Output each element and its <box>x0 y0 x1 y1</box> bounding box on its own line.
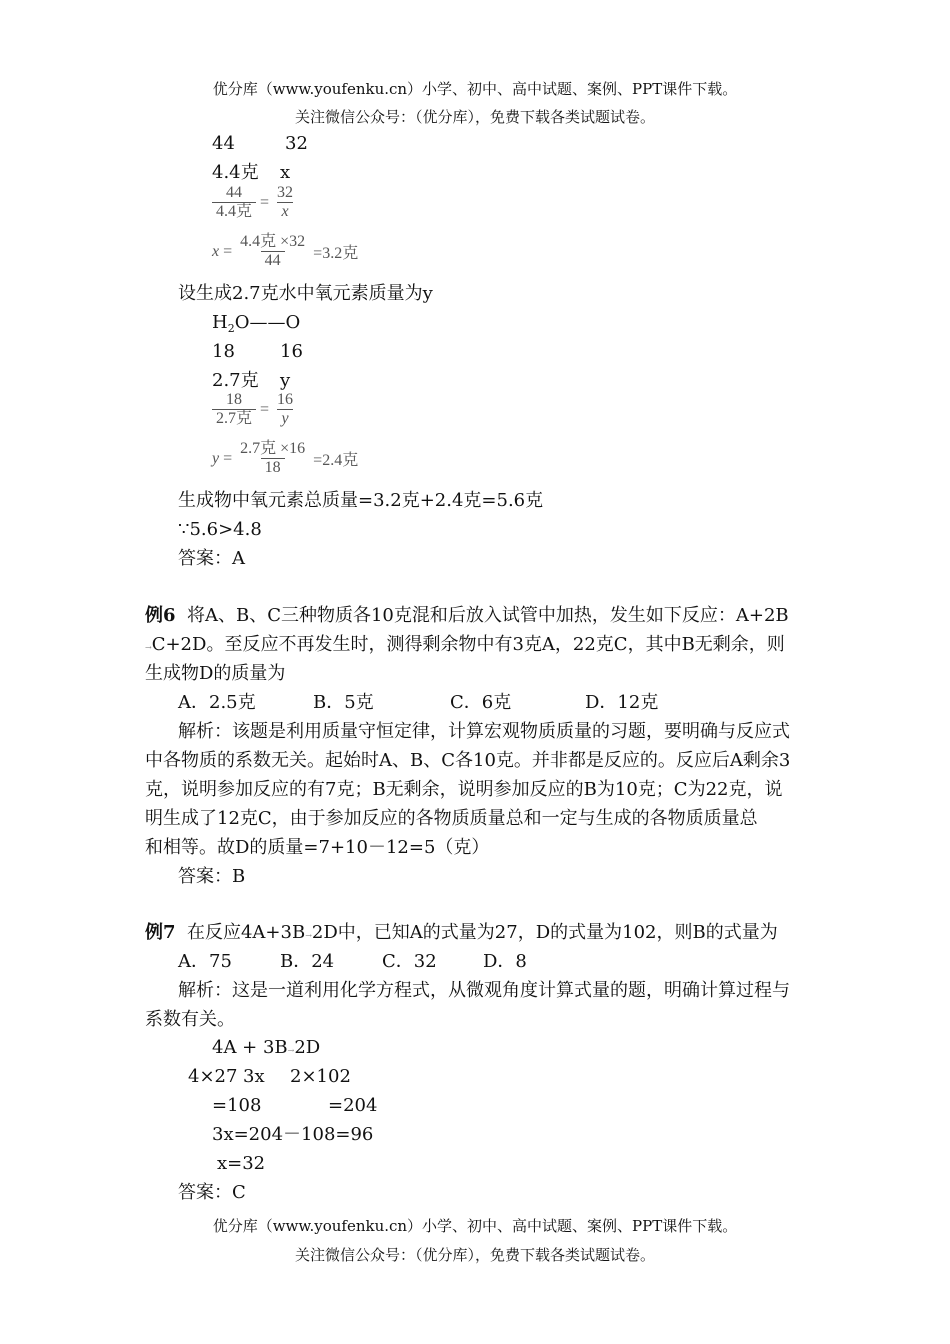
ratio-row-2-left: 4.4克 <box>212 162 259 183</box>
ratio-row-1-right: 32 <box>285 133 308 154</box>
example-6-analysis-line-5: 和相等。故D的质量=7+10－12=5（克） <box>145 837 490 858</box>
ratio-row-3-left: 18 <box>212 341 235 362</box>
proportion-fraction-2: 18 2.7克 = $\frac{16}{y}$ <box>212 391 297 428</box>
example-7-option-b: B．24 <box>280 951 335 972</box>
example-6-analysis-line-4: 明生成了12克C，由于参加反应的各物质质量总和一定与生成的各物质质量总 <box>145 808 758 829</box>
example-7-equation: 4A + 3B→2D <box>212 1037 321 1058</box>
ratio-row-4-right: y <box>280 370 291 391</box>
example-7-analysis-line-1: 解析：这是一道利用化学方程式，从微观角度计算式量的题，明确计算过程与 <box>178 980 790 1001</box>
because-line: ∵5.6>4.8 <box>178 519 262 540</box>
ratio-row-4-left: 2.7克 <box>212 370 259 391</box>
ratio-row-3-right: 16 <box>280 341 303 362</box>
example-6-question-line-1: 例6 将A、B、C三种物质各10克混和后放入试管中加热，发生如下反应：A+2B <box>145 605 789 626</box>
example-7-calc-3: 2×102 <box>290 1066 351 1087</box>
example-6-option-a: A．2.5克 <box>178 692 256 713</box>
example-7-option-a: A．75 <box>178 951 232 972</box>
example-6-answer: 答案：B <box>178 866 246 887</box>
example-6-question-line-3: 生成物D的质量为 <box>145 663 286 684</box>
ratio-row-1-left: 44 <box>212 133 235 154</box>
example-6-question-line-2: →C+2D。至反应不再发生时，测得剩余物中有3克A，22克C，其中B无剩余，则 <box>145 634 785 655</box>
example-6-option-b: B．5克 <box>313 692 374 713</box>
example-7-analysis-line-2: 系数有关。 <box>145 1009 235 1030</box>
example-7-calc-2: 3x <box>243 1066 265 1087</box>
example-7-option-d: D．8 <box>483 951 527 972</box>
ratio-row-2-right: x <box>280 162 291 183</box>
solve-y-formula: y = 2.7克 ×16 18 =2.4克 <box>212 440 359 476</box>
set-y-line: 设生成2.7克水中氧元素质量为y <box>178 283 433 304</box>
example-7-calc-4: =108 <box>212 1095 262 1116</box>
example-6-option-c: C．6克 <box>450 692 512 713</box>
h2o-relation: $H_2O——O$ <box>212 312 301 335</box>
proportion-fraction-1: 44 4.4克 = $\frac{32}{x}$ <box>212 184 297 221</box>
example-6-option-d: D．12克 <box>585 692 659 713</box>
header-line-2: 关注微信公众号：（优分库），免费下载各类试题试卷。 <box>294 108 655 126</box>
example-6-analysis-line-1: 解析：该题是利用质量守恒定律，计算宏观物质质量的习题，要明确与反应式 <box>178 721 790 742</box>
example-7-answer: 答案：C <box>178 1182 246 1203</box>
example-6-analysis-line-2: 中各物质的系数无关。起始时A、B、C各10克。并非都是反应的。反应后A剩余3 <box>145 750 791 771</box>
footer-line-2: 关注微信公众号：（优分库），免费下载各类试题试卷。 <box>294 1246 655 1264</box>
example-7-calc-5: =204 <box>328 1095 378 1116</box>
total-oxygen-line: 生成物中氧元素总质量=3.2克+2.4克=5.6克 <box>178 490 544 511</box>
footer-line-1: 优分库（www.youfenku.cn）小学、初中、高中试题、案例、PPT课件下载。 <box>212 1217 738 1235</box>
example-7-question: 例7 在反应4A+3B→2D中，已知A的式量为27，D的式量为102，则B的式量为 <box>145 922 778 943</box>
header-line-1: 优分库（www.youfenku.cn）小学、初中、高中试题、案例、PPT课件下载。 <box>212 80 738 98</box>
solve-x-formula: x = 4.4克 ×32 44 =3.2克 <box>212 233 359 269</box>
answer-1: 答案：A <box>178 548 245 569</box>
example-7-option-c: C．32 <box>382 951 437 972</box>
example-6-analysis-line-3: 克，说明参加反应的有7克；B无剩余，说明参加反应的B为10克；C为22克，说 <box>145 779 783 800</box>
example-7-calc-6: 3x=204－108=96 <box>212 1124 374 1145</box>
example-7-calc-7: x=32 <box>217 1153 266 1174</box>
example-7-calc-1: 4×27 <box>188 1066 238 1087</box>
